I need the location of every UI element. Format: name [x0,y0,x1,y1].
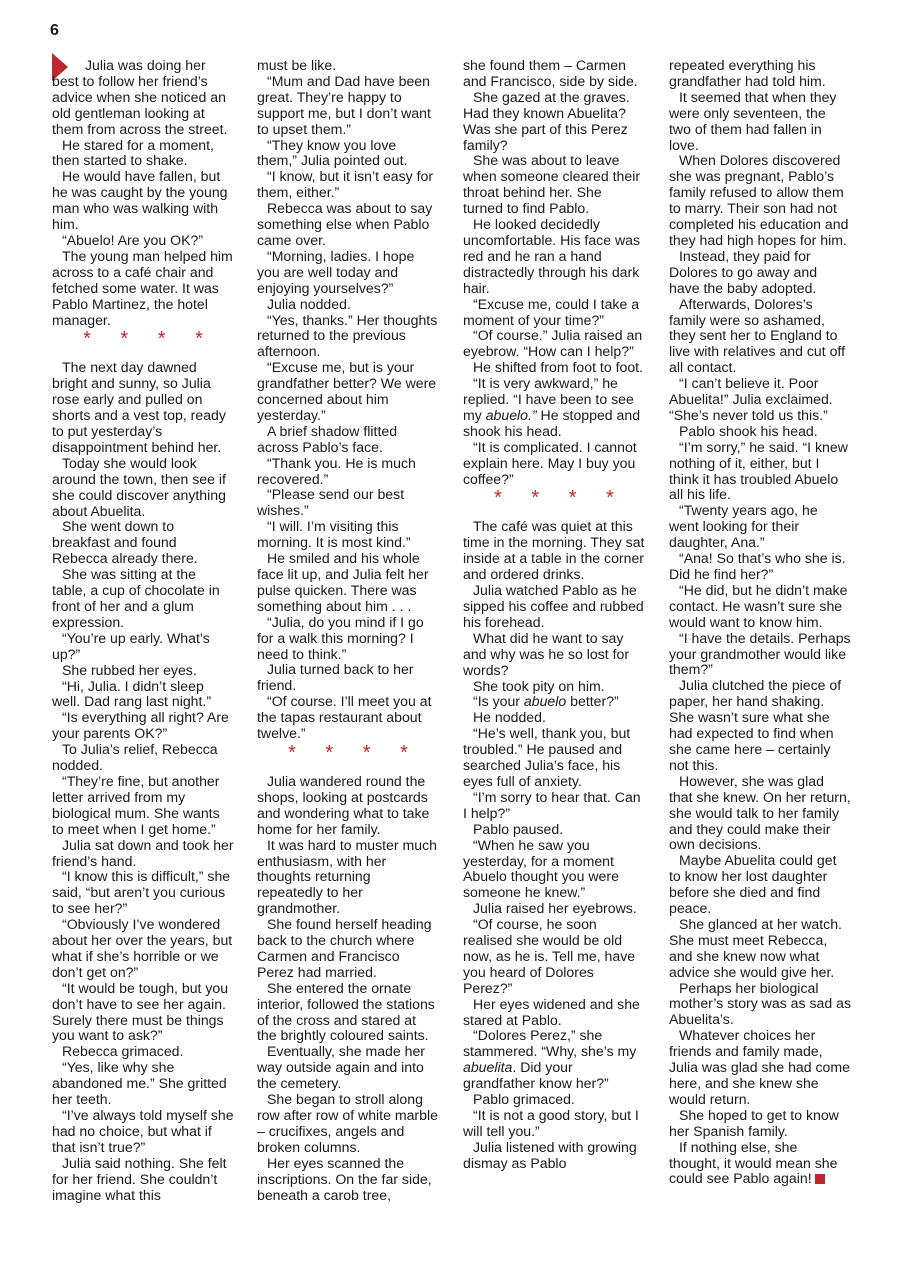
paragraph-text: When Dolores discovered she was pregnant, Pablo’s family refused to allow them to marry. Their son had not completed his education and they had high hopes for him. [669,152,849,248]
paragraph-text: Julia turned back to her friend. [257,661,414,694]
paragraph [669,503,851,551]
paragraph [463,710,645,726]
paragraph-text: “I can’t believe it. Poor Abuelita!” Julia exclaimed. “She’s never told us this.” [669,375,833,423]
section-divider: * * * * [83,328,215,351]
paragraph-text: The next day dawned bright and sunny, so Julia rose early and pulled on shorts and a vest top, ready to put yesterday’s disappointment behind her. [52,359,226,455]
paragraph [257,1044,439,1092]
paragraph [463,360,645,376]
paragraph [669,376,851,424]
paragraph-text: “He’s well, thank you, but troubled.” He paused and searched Julia’s face, his eyes full of anxiety. [463,725,631,789]
paragraph [669,551,851,583]
paragraph [257,1092,439,1156]
paragraph-text: “Hi, Julia. I didn’t sleep well. Dad rang last night.” [52,677,212,710]
paragraph [257,981,439,1045]
paragraph [257,424,439,456]
paragraph [257,74,439,138]
paragraph [257,138,439,170]
paragraph [257,615,439,663]
paragraph-text: Julia nodded. [267,295,351,312]
paragraph-text: “They know you love them,” Julia pointed out. [257,136,408,169]
paragraph-text: “I’ve always told myself she had no choice, but what if that isn’t true?” [52,1107,234,1155]
paragraph-text: “Abuelo! Are you OK?” [62,231,204,248]
paragraph [463,519,645,583]
paragraph-text: “Yes, thanks.” Her thoughts returned to the previous afternoon. [257,311,438,360]
paragraph-text: Today she would look around the town, then see if she could discover anything about Abuelita. [52,454,226,519]
paragraph-text: She went down to breakfast and found Rebecca already there. [52,518,198,567]
paragraph [669,981,851,1029]
paragraph-text: “He did, but he didn’t make contact. He wasn’t sure she would want to know him. [669,581,848,630]
paragraph [257,201,439,249]
paragraph-text: She took pity on him. [473,677,605,694]
paragraph-text: “Of course, he soon realised she would be old now, as he is. Tell me, have you heard of Dolores Perez?” [463,916,636,996]
paragraph-text: She hoped to get to know her Spanish family. [669,1106,839,1139]
paragraph-text: She was sitting at the table, a cup of chocolate in front of her and a glum expression. [52,566,220,630]
paragraph [52,838,234,870]
paragraph-text: “I’m sorry,” he said. “I knew nothing of it, either, but I think it has troubled Abuelo all his life. [669,438,848,503]
paragraph-text: Afterwards, Dolores’s family were so ashamed, they sent her to England to live with relatives and cut off all contact. [669,295,845,376]
paragraph [257,456,439,488]
paragraph [463,217,645,297]
paragraph [52,679,234,711]
paragraph-text: “Excuse me, could I take a moment of your time?” [463,295,640,328]
paragraph-text: He would have fallen, but he was caught by the young man who was walking with him. [52,168,228,233]
text-column-3 [463,58,645,1172]
paragraph [52,360,234,455]
paragraph [463,631,645,679]
paragraph [257,838,439,918]
paragraph-text: Rebecca grimaced. [62,1043,184,1060]
paragraph [52,917,234,981]
paragraph-text: “When he saw you yesterday, for a moment Abuelo thought you were someone he knew.” [463,836,619,901]
paragraph [463,917,645,997]
paragraph [463,297,645,329]
paragraph [463,1092,645,1108]
paragraph-text: A brief shadow flitted across Pablo’s face. [257,422,398,455]
paragraph [257,1156,439,1204]
paragraph [52,233,234,249]
paragraph-text: “Yes, like why she abandoned me.” She gritted her teeth. [52,1059,227,1108]
paragraph-text: Pablo paused. [473,820,564,837]
paragraph [669,249,851,297]
paragraph-text: Julia said nothing. She felt for her friend. She couldn’t imagine what this [52,1154,227,1203]
paragraph-text: must be like. [257,57,337,73]
paragraph-text: Pablo shook his head. [679,422,818,439]
paragraph [669,631,851,679]
paragraph-text: The café was quiet at this time in the morning. They sat inside at a table in the corner and ordered drinks. [463,518,645,583]
paragraph [463,1028,645,1092]
page-number: 6 [50,22,59,39]
paragraph [463,679,645,695]
paragraph-text: “I’m sorry to hear that. Can I help?” [463,788,641,821]
paragraph-text: “I know, but it isn’t easy for them, either.” [257,168,434,201]
text-column-1 [52,58,234,1203]
paragraph [463,1108,645,1140]
paragraph [52,663,234,679]
paragraph-text: “You’re up early. What’s up?” [52,629,210,662]
paragraph-text: “I know this is difficult,” she said, “but aren’t you curious to see her?” [52,868,231,917]
paragraph [52,249,234,329]
paragraph-text: “Please send our best wishes.” [257,486,405,519]
paragraph [52,1060,234,1108]
paragraph [52,869,234,917]
paragraph-text: Instead, they paid for Dolores to go away and have the baby adopted. [669,247,818,296]
section-divider: * * * * [288,741,420,764]
paragraph [257,487,439,519]
paragraph-text: “Is your abuelo better?” [473,693,619,710]
paragraph-text: “Thank you. He is much recovered.” [257,454,416,487]
paragraph-text: He stared for a moment, then started to shake. [52,136,214,169]
paragraph [52,456,234,520]
paragraph [257,360,439,424]
paragraph [463,90,645,154]
paragraph-text: “Excuse me, but is your grandfather better? We were concerned about him yesterday.” [257,359,437,423]
text-column-4 [669,58,851,1187]
paragraph-text: He looked decidedly uncomfortable. His face was red and he ran a hand distractedly through his dark hair. [463,216,641,296]
paragraph-text: “Of course. I’ll meet you at the tapas restaurant about twelve.” [257,693,432,742]
paragraph [669,1140,851,1188]
paragraph [669,1108,851,1140]
paragraph-text: Eventually, she made her way outside again and into the cemetery. [257,1043,425,1092]
paragraph [463,153,645,217]
text-column-2 [257,58,439,1203]
paragraph-text: Julia sat down and took her friend’s hand. [52,836,234,869]
section-divider: * * * * [494,487,626,510]
paragraph [52,1156,234,1204]
paragraph-text: Rebecca was about to say something else when Pablo came over. [257,200,433,248]
paragraph-text: she found them – Carmen and Francisco, side by side. [463,57,638,89]
paragraph-text: If nothing else, she thought, it would mean she could see Pablo again! [669,1138,838,1187]
paragraph-text: It was hard to muster much enthusiasm, with her thoughts returning repeatedly to her grandmother. [257,836,437,917]
paragraph-text: repeated everything his grandfather had told him. [669,57,826,89]
paragraph-text: “Twenty years ago, he went looking for their daughter, Ana.” [669,502,818,551]
paragraph-text: She gazed at the graves. Had they known Abuelita? Was she part of this Perez family? [463,88,630,153]
paragraph [669,153,851,248]
paragraph-text: To Julia’s relief, Rebecca nodded. [52,741,218,774]
paragraph [669,583,851,631]
paragraph-text: “It is complicated. I cannot explain here. May I buy you coffee?” [463,438,637,487]
paragraph [463,376,645,440]
paragraph-text: “Obviously I’ve wondered about her over the years, but what if she’s horrible or we don’t get on?” [52,916,233,980]
paragraph [463,583,645,631]
paragraph [52,631,234,663]
paragraph [463,440,645,488]
paragraph [52,169,234,233]
paragraph-text: “I have the details. Perhaps your grandmother would like them?” [669,629,851,678]
paragraph [463,997,645,1029]
paragraph [257,774,439,838]
paragraph [257,519,439,551]
paragraph [52,710,234,742]
paragraph-text: She found herself heading back to the church where Carmen and Francisco Perez had married. [257,916,432,980]
paragraph [257,551,439,615]
paragraph [669,424,851,440]
story-end-square-icon [815,1174,825,1184]
paragraph [669,90,851,154]
paragraph-text: Her eyes scanned the inscriptions. On the far side, beneath a carob tree, [257,1154,432,1203]
paragraph-text: Julia was doing her best to follow her friend’s advice when she noticed an old gentleman looking at them from across the street. [52,57,228,137]
paragraph [463,328,645,360]
paragraph-text: He shifted from foot to foot. [473,359,643,376]
paragraph-text: She rubbed her eyes. [62,661,197,678]
paragraph [52,567,234,631]
paragraph [52,774,234,838]
paragraph-text: Maybe Abuelita could get to know her lost daughter before she died and find peace. [669,852,837,917]
paragraph [669,297,851,377]
paragraph [257,662,439,694]
paragraph-text: “I will. I’m visiting this morning. It is most kind.” [257,518,411,551]
paragraph [463,1140,645,1172]
paragraph-text: Julia listened with growing dismay as Pablo [463,1138,637,1171]
paragraph-text: “Is everything all right? Are your parents OK?” [52,709,229,742]
paragraph-text: Julia raised her eyebrows. [473,900,637,917]
paragraph-text: Julia watched Pablo as he sipped his coffee and rubbed his forehead. [463,582,644,630]
paragraph [52,742,234,774]
paragraph [52,138,234,170]
paragraph [52,1108,234,1156]
paragraph-text: The young man helped him across to a café chair and fetched some water. It was Pablo Martinez, the hotel manager. [52,247,233,328]
paragraph-text: However, she was glad that she knew. On her return, she would talk to her family and they could make their own decisions. [669,772,851,853]
paragraph [52,981,234,1045]
paragraph-text: He nodded. [473,709,546,726]
paragraph [257,249,439,297]
paragraph [669,1028,851,1108]
paragraph [463,838,645,902]
paragraph-text: “Morning, ladies. I hope you are well today and enjoying yourselves?” [257,247,415,296]
paragraph [257,313,439,361]
paragraph-text: It seemed that when they were only seventeen, the two of them had fallen in love. [669,88,837,153]
paragraph-text: Julia clutched the piece of paper, her hand shaking. She wasn’t sure what she had expected to find when she came here – certainly not this. [669,677,842,773]
paragraph [669,58,851,90]
paragraph [52,519,234,567]
paragraph [257,58,439,74]
paragraph-text: Her eyes widened and she stared at Pablo. [463,995,640,1028]
paragraph-text: “Mum and Dad have been great. They’re happy to support me, but I don’t want to upset them.” [257,72,431,137]
paragraph-text: Pablo grimaced. [473,1091,575,1108]
paragraph [463,901,645,917]
paragraph-text: She entered the ornate interior, followed the stations of the cross and stared at the brightly coloured saints. [257,979,435,1044]
paragraph-text: “Julia, do you mind if I go for a walk this morning? I need to think.” [257,613,424,662]
paragraph [257,169,439,201]
paragraph [52,1044,234,1060]
paragraph [463,694,645,710]
paragraph [463,790,645,822]
paragraph [669,440,851,504]
paragraph [463,58,645,90]
paragraph-text: Julia wandered round the shops, looking at postcards and wondering what to take home for her family. [257,772,430,837]
paragraph [52,58,234,138]
paragraph [669,917,851,981]
paragraph [463,726,645,790]
paragraph-text: He smiled and his whole face lit up, and Julia felt her pulse quicken. There was something about him . . . [257,550,429,614]
paragraph [257,297,439,313]
paragraph [669,678,851,773]
paragraph-text: She was about to leave when someone cleared their throat behind her. She turned to find Pablo. [463,152,641,217]
paragraph-text: She glanced at her watch. She must meet Rebecca, and she knew now what advice she would give her. [669,915,842,980]
paragraph-text: “It is not a good story, but I will tell you.” [463,1107,639,1139]
paragraph [669,774,851,854]
paragraph-text: “It is very awkward,” he replied. “I have been to see my abuelo.” He stopped and shook his head. [463,375,641,439]
paragraph-text: “Ana! So that’s who she is. Did he find her?” [669,550,846,582]
paragraph-text: Perhaps her biological mother’s story was as sad as Abuelita’s. [669,979,851,1028]
paragraph [669,853,851,917]
paragraph [257,917,439,981]
paragraph-text: “They’re fine, but another letter arrived from my biological mum. She wants to meet when I get home.” [52,772,220,837]
paragraph-text: “Of course.” Julia raised an eyebrow. “How can I help?” [463,327,643,360]
paragraph [463,822,645,838]
paragraph-text: Whatever choices her friends and family made, Julia was glad she had come here, and she knew she would return. [669,1027,850,1107]
paragraph-text: She began to stroll along row after row of white marble – crucifixes, angels and broken columns. [257,1091,438,1155]
paragraph [257,694,439,742]
paragraph-text: “It would be tough, but you don’t have to see her again. Surely there must be things you want to ask?” [52,979,229,1044]
paragraph-text: What did he want to say and why was he so lost for words? [463,629,630,678]
paragraph-text: “Dolores Perez,” she stammered. “Why, she’s my abuelita. Did your grandfather know her?” [463,1027,637,1092]
